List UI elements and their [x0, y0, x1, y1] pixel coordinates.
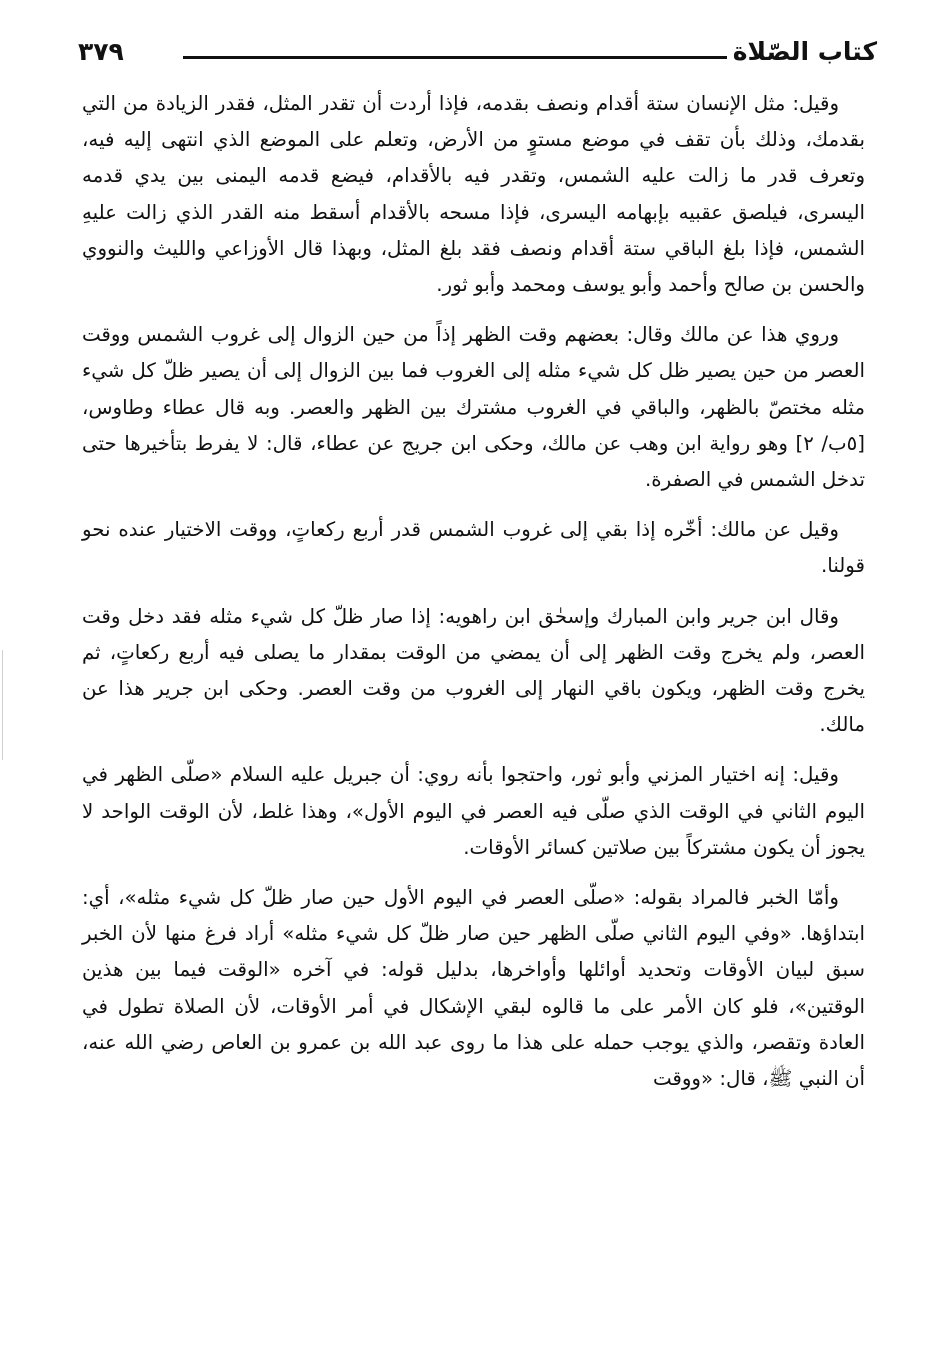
paragraph: وقيل عن مالك: أخّره إذا بقي إلى غروب الشمس قدر أربع ركعاتٍ، ووقت الاختيار عنده نحو قولنا. [82, 518, 865, 578]
running-title: كتاب الصّلاة [732, 37, 877, 66]
paragraph: وقال ابن جرير وابن المبارك وإسحٰق ابن راهويه: إذا صار ظلّ كل شيء مثله فقد دخل وقت العصر، ولم يخرج وقت الظهر إلى أن يمضي من الوقت بمقدار ما يصلى فيه أربع ركعاتٍ، ثم يخرج وقت الظهر، ويكون باقي النهار إلى الغروب من وقت العصر. وحكى ابن جرير هذا عن مالك. [82, 604, 865, 737]
scan-edge-mark [2, 650, 3, 760]
header-rule [183, 56, 727, 59]
body-text [82, 86, 865, 1111]
paragraph: وأمّا الخبر فالمراد بقوله: «صلّى العصر في اليوم الأول حين صار ظلّ كل شيء مثله»، أي: ابتداؤها. «وفي اليوم الثاني صلّى الظهر حين صار ظلّ كل شيء مثله» أراد فرغ منها لأن الخبر سبق لبيان الأوقات وتحديد أوائلها وأواخرها، بدليل قوله: في آخره «الوقت فيما بين هذين الوقتين»، فلو كان الأمر على ما قالوه لبقي الإشكال في أمر الأوقات، لأن الصلاة تطول في العادة وتقصر، والذي يوجب حمله على هذا ما روى عبد الله بن عمرو بن العاص رضي الله عنه، أن النبي ﷺ، قال: «ووقت [82, 886, 865, 1091]
page-number: ٣٧٩ [78, 37, 124, 66]
paragraph: وروي هذا عن مالك وقال: بعضهم وقت الظهر إذاً من حين الزوال إلى غروب الشمس ووقت العصر من حين يصير ظل كل شيء مثله إلى الغروب فما بين الزوال إلى أن يصير ظلّ كل شيء مثله مختصّ بالظهر، والباقي في الغروب مشترك بين الظهر والعصر. وبه قال عطاء وطاوس، [٥ب/ ٢] وهو رواية ابن وهب عن مالك، وحكى ابن جريج عن عطاء، قال: لا يفرط بتأخيرها حتى تدخل الشمس في الصفرة. [82, 323, 866, 492]
page-header [78, 34, 877, 74]
paragraph: وقيل: مثل الإنسان ستة أقدام ونصف بقدمه، فإذا أردت أن تقدر المثل، فقدر الزيادة من التي بقدمك، وذلك بأن تقف في موضع مستوٍ من الأرض، وتعلم على الموضع الذي انتهى إليه فيه، وتعرف قدر ما زالت عليه الشمس، وتقدر فيه بالأقدام، فيضع قدمه اليمنى بين يدي قدمه اليسرى، فيلصق عقبيه بإبهامه اليسرى، فإذا مسحه بالأقدام أسقط منه القدر الذي زالت عليهِ الشمس، فإذا بلغ الباقي ستة أقدام ونصف فقد بلغ المثل، وبهذا قال الأوزاعي والليث والنووي والحسن بن صالح وأحمد وأبو يوسف ومحمد وأبو ثور. [82, 92, 865, 297]
paragraph: وقيل: إنه اختيار المزني وأبو ثور، واحتجوا بأنه روي: أن جبريل عليه السلام «صلّى الظهر في اليوم الثاني في الوقت الذي صلّى فيه العصر في اليوم الأول»، وهذا غلط، لأن الوقت الواحد لا يجوز أن يكون مشتركاً بين صلاتين كسائر الأوقات. [82, 763, 865, 859]
